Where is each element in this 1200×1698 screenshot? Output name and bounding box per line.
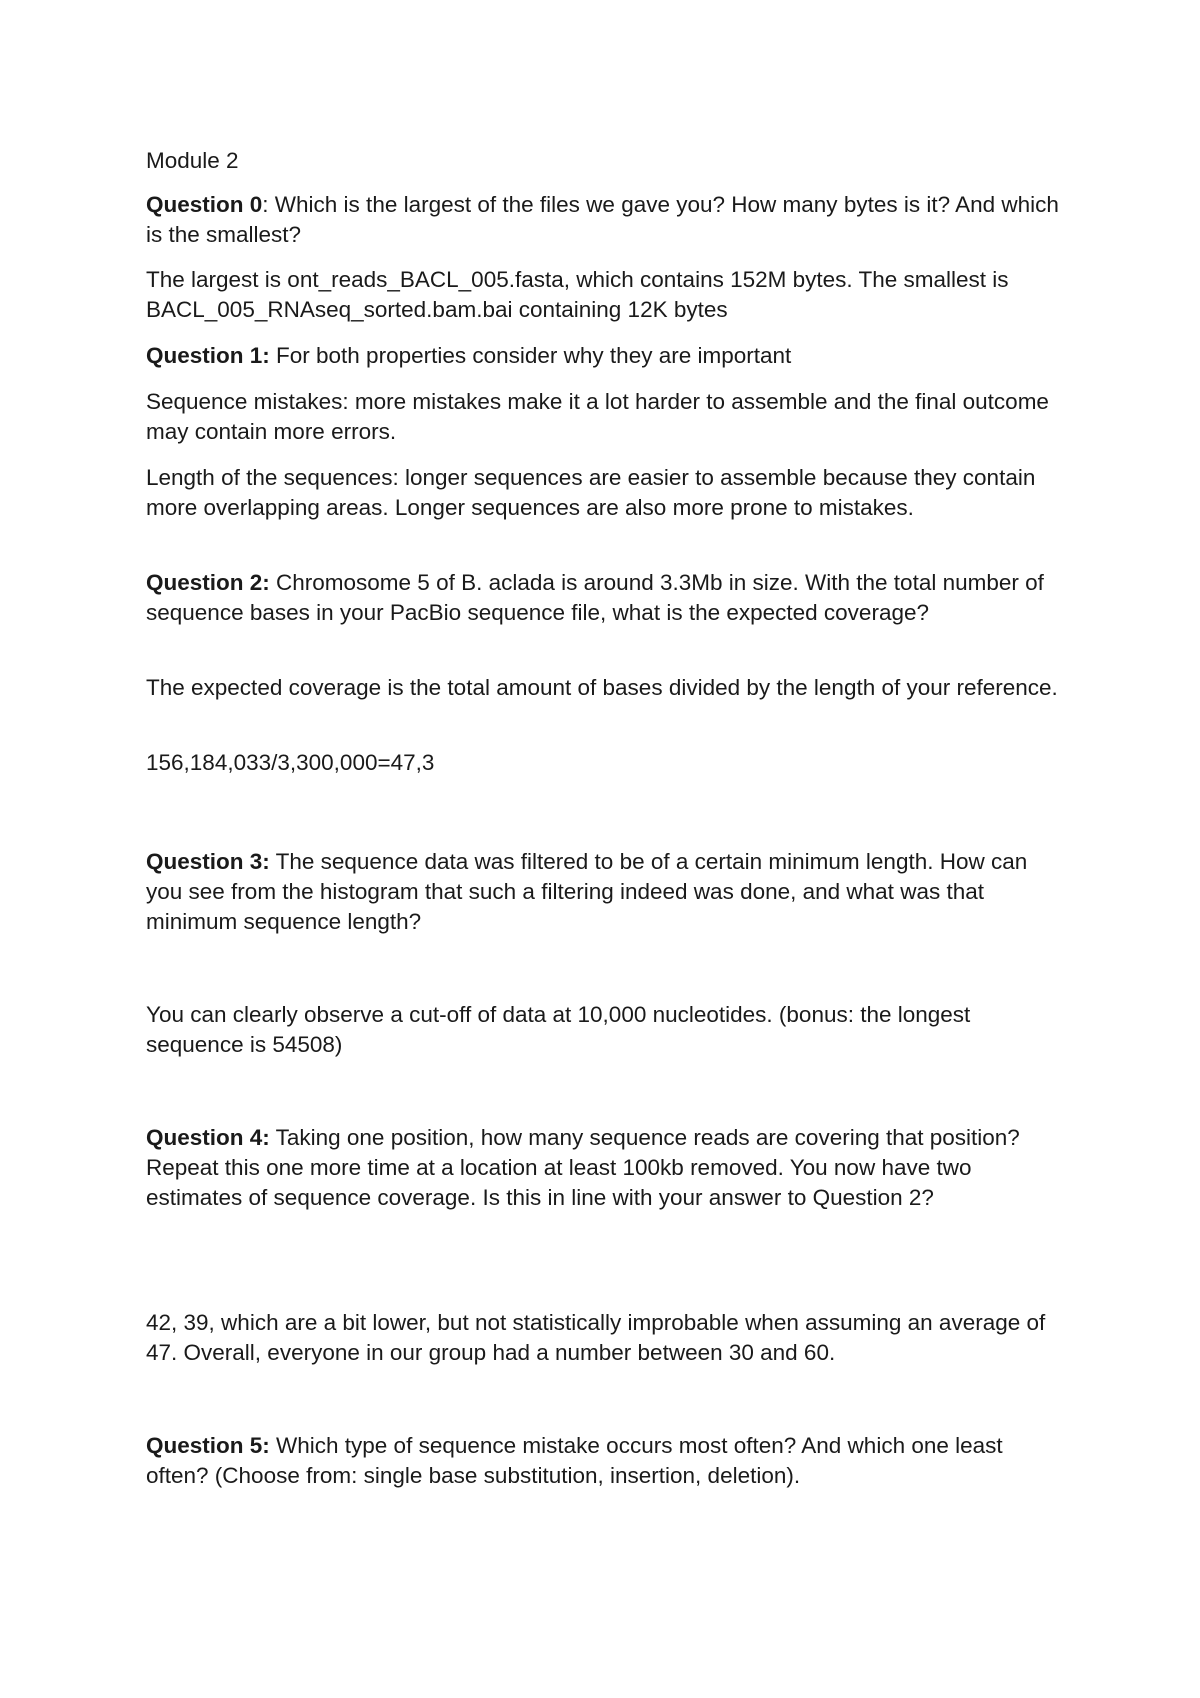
question-1-text: For both properties consider why they are important	[269, 343, 792, 368]
question-0	[146, 190, 1066, 250]
question-0-label: Question 0	[146, 192, 263, 217]
question-5-label: Question 5:	[146, 1433, 270, 1458]
answer-1-sequence-mistakes: Sequence mistakes: more mistakes make it a lot harder to assemble and the final outcome may contain more errors.	[146, 389, 1049, 444]
question-4	[146, 1123, 1066, 1213]
question-5-text: Which type of sequence mistake occurs most often? And which one least often? (Choose from: single base substitution, insertion, deletion).	[146, 1433, 1003, 1488]
question-4-label: Question 4:	[146, 1125, 270, 1150]
answer-1-sequence-length: Length of the sequences: longer sequences are easier to assemble because they contain more overlapping areas. Longer sequences are also more prone to mistakes.	[146, 465, 1036, 520]
question-0-separator: :	[262, 192, 269, 217]
question-3-label: Question 3:	[146, 849, 270, 874]
answer-2-explanation: The expected coverage is the total amount of bases divided by the length of your reference.	[146, 675, 1058, 700]
answer-4: 42, 39, which are a bit lower, but not statistically improbable when assuming an average of 47. Overall, everyone in our group had a number between 30 and 60.	[146, 1310, 1046, 1365]
question-2-label: Question 2:	[146, 570, 270, 595]
question-3-text: The sequence data was filtered to be of a certain minimum length. How can you see from the histogram that such a filtering indeed was done, and what was that minimum sequence length?	[146, 849, 1028, 934]
answer-0: The largest is ont_reads_BACL_005.fasta, which contains 152M bytes. The smallest is BACL_005_RNAseq_sorted.bam.bai containing 12K bytes	[146, 267, 1009, 322]
question-2-text: Chromosome 5 of B. aclada is around 3.3Mb in size. With the total number of sequence bases in your PacBio sequence file, what is the expected coverage?	[146, 570, 1044, 625]
question-1-label: Question 1:	[146, 343, 270, 368]
question-1	[146, 341, 1066, 371]
question-2	[146, 568, 1066, 628]
question-0-text: Which is the largest of the files we gave you? How many bytes is it? And which is the smallest?	[146, 192, 1059, 247]
question-5	[146, 1431, 1066, 1491]
answer-3: You can clearly observe a cut-off of data at 10,000 nucleotides. (bonus: the longest sequence is 54508)	[146, 1002, 971, 1057]
question-4-text: Taking one position, how many sequence reads are covering that position? Repeat this one more time at a location at least 100kb removed. You now have two estimates of sequence coverage. Is this in line with your answer to Question 2?	[146, 1125, 1020, 1210]
question-3	[146, 847, 1066, 937]
module-title: Module 2	[146, 148, 239, 173]
answer-2-calculation: 156,184,033/3,300,000=47,3	[146, 750, 435, 775]
